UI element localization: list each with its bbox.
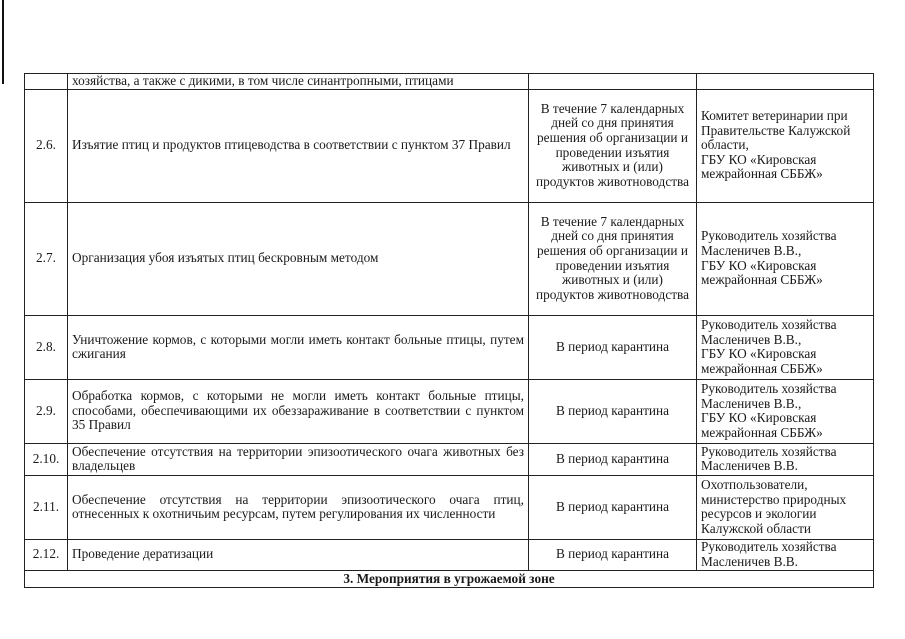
row-number: 2.10. xyxy=(25,443,68,475)
row-number: 2.11. xyxy=(25,475,68,539)
responsible-cell: Руководитель хозяйства Масленичев В.В., ГБУ КО «Кировская межрайонная СББЖ» xyxy=(697,202,874,315)
action-cell: Проведение дератизации xyxy=(68,539,529,570)
table-row xyxy=(25,443,874,475)
term-cell: В период карантина xyxy=(529,379,697,443)
responsible-cell: Руководитель хозяйства Масленичев В.В. xyxy=(697,443,874,475)
responsible-cell: Руководитель хозяйства Масленичев В.В. xyxy=(697,539,874,570)
action-cell: Обработка кормов, с которыми не могли иметь контакт больные птицы, способами, обеспечивающими их обеззараживание в соответствии с пунктом 35 Правил xyxy=(68,379,529,443)
action-cell: Уничтожение кормов, с которыми могли иметь контакт больные птицы, путем сжигания xyxy=(68,315,529,379)
action-cell: хозяйства, а также с дикими, в том числе синантропными, птицами xyxy=(68,74,529,90)
table-row xyxy=(25,379,874,443)
table-row xyxy=(25,539,874,570)
responsible-cell: Руководитель хозяйства Масленичев В.В., ГБУ КО «Кировская межрайонная СББЖ» xyxy=(697,315,874,379)
section-heading: 3. Мероприятия в угрожаемой зоне xyxy=(25,570,874,587)
measures-table xyxy=(24,73,874,588)
responsible-cell: Комитет ветеринарии при Правительстве Калужской области, ГБУ КО «Кировская межрайонная СББЖ» xyxy=(697,89,874,202)
term-cell: В течение 7 календарных дней со дня принятия решения об организации и проведении изъятия животных и (или) продуктов животноводства xyxy=(529,89,697,202)
row-number: 2.6. xyxy=(25,89,68,202)
term-cell: В период карантина xyxy=(529,475,697,539)
action-cell: Обеспечение отсутствия на территории эпизоотического очага птиц, отнесенных к охотничьим ресурсам, путем регулирования их численности xyxy=(68,475,529,539)
responsible-cell: Руководитель хозяйства Масленичев В.В., ГБУ КО «Кировская межрайонная СББЖ» xyxy=(697,379,874,443)
action-cell: Изъятие птиц и продуктов птицеводства в соответствии с пунктом 37 Правил xyxy=(68,89,529,202)
term-cell xyxy=(529,74,697,90)
row-number xyxy=(25,74,68,90)
row-number: 2.8. xyxy=(25,315,68,379)
table-row xyxy=(25,315,874,379)
action-cell: Обеспечение отсутствия на территории эпизоотического очага животных без владельцев xyxy=(68,443,529,475)
responsible-cell xyxy=(697,74,874,90)
row-number: 2.9. xyxy=(25,379,68,443)
table-row xyxy=(25,202,874,315)
row-number: 2.7. xyxy=(25,202,68,315)
term-cell: В период карантина xyxy=(529,443,697,475)
responsible-cell: Охотпользователи, министерство природных ресурсов и экологии Калужской области xyxy=(697,475,874,539)
term-cell: В период карантина xyxy=(529,539,697,570)
row-number: 2.12. xyxy=(25,539,68,570)
table-row xyxy=(25,74,874,90)
table-row xyxy=(25,89,874,202)
term-cell: В период карантина xyxy=(529,315,697,379)
action-cell: Организация убоя изъятых птиц бескровным методом xyxy=(68,202,529,315)
section-heading-row xyxy=(25,570,874,587)
page-edge-mark xyxy=(2,0,4,84)
term-cell: В течение 7 календарных дней со дня принятия решения об организации и проведении изъятия животных и (или) продуктов животноводства xyxy=(529,202,697,315)
table-row xyxy=(25,475,874,539)
